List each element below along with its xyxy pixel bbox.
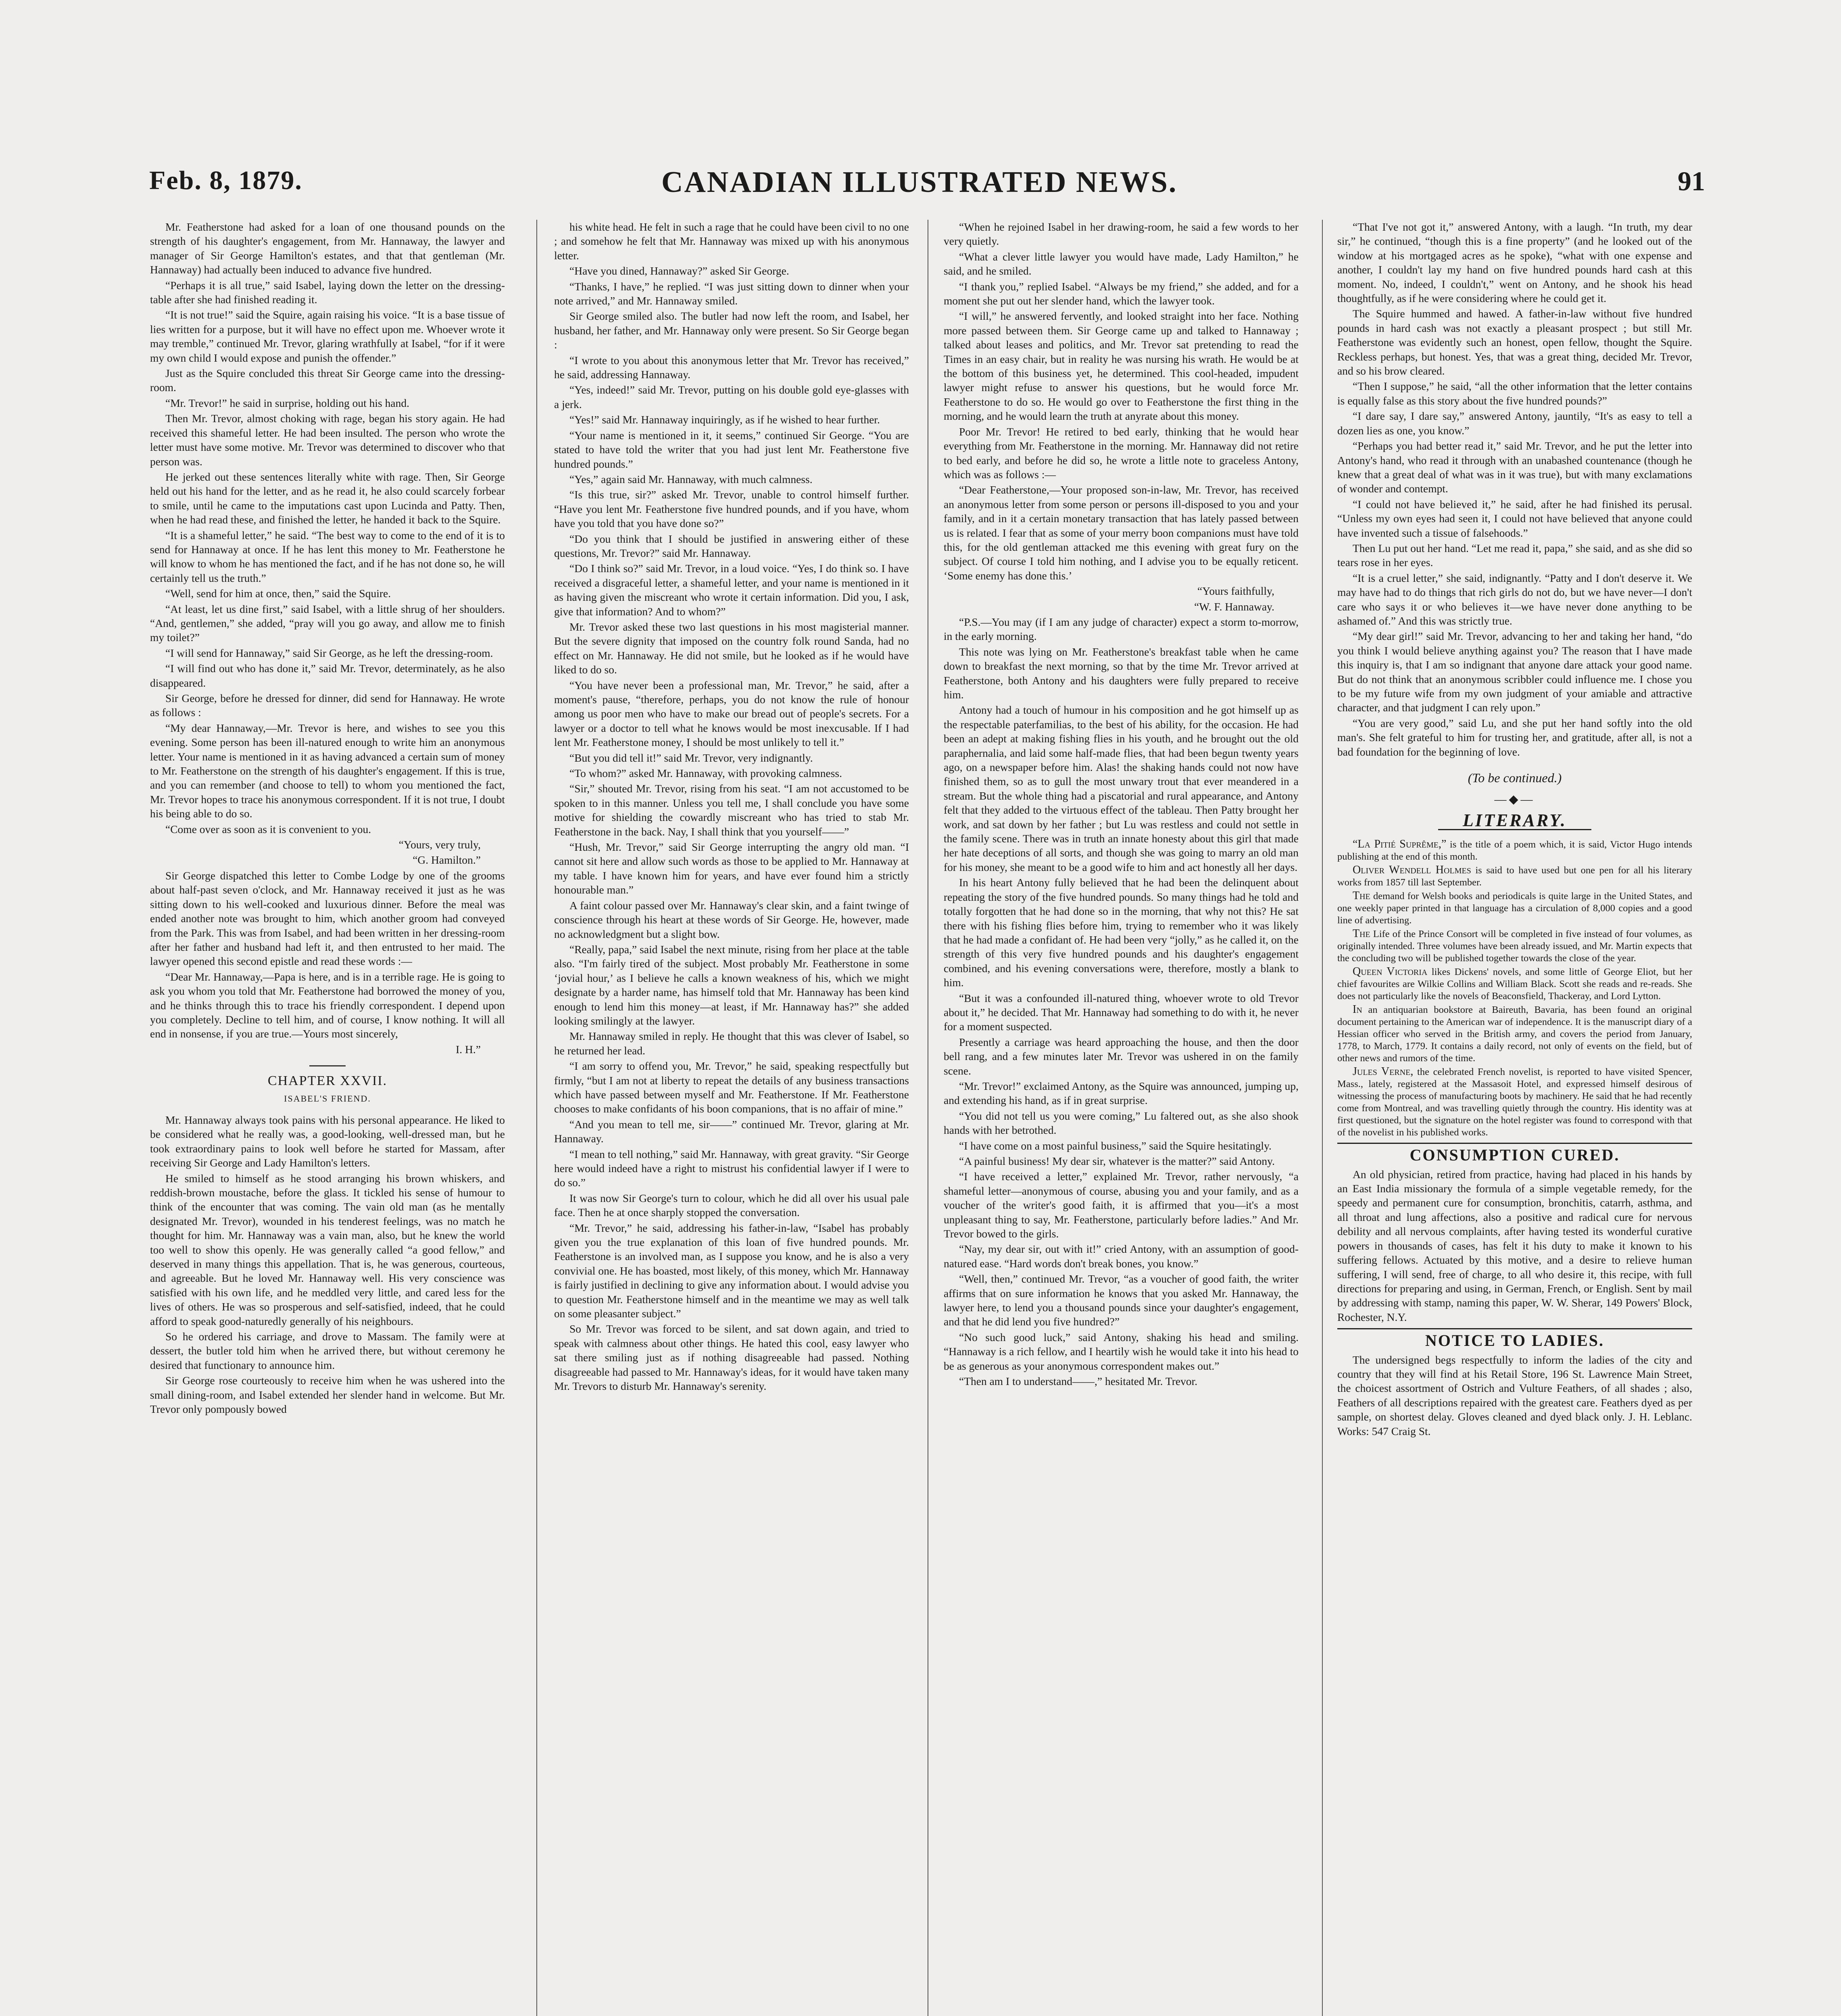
story-paragraph: So Mr. Trevor was forced to be silent, and sat down again, and tried to speak with calmness about other things. He hated this cool, easy lawyer who sat there smiling just as if nothing disagreeable had passed. Nothing disagreeable had passed to Mr. Hannaway's ideas, for it would have taken many Mr. Trevors to disturb Mr. Hannaway's serenity. <box>554 1322 909 1393</box>
story-paragraph: “Come over as soon as it is convenient to you. <box>165 823 371 835</box>
story-paragraph: “No such good luck,” said Antony, shaking his head and smiling. “Hannaway is a rich fellow, and I heartily wish he would take it into his head to be as generous as your anonymous correspondent makes out.” <box>944 1331 1299 1372</box>
literary-note-lead: The <box>1353 889 1370 902</box>
column-3 <box>944 220 1299 2016</box>
story-paragraph: “P.S.—You may (if I am any judge of character) expect a storm to-morrow, in the early morning. <box>944 615 1299 643</box>
story-paragraph: He smiled to himself as he stood arranging his brown whiskers, and reddish-brown moustache, before the glass. It tickled his sense of humour to think of the encounter that was coming. The vain old man (as he mentally designated Mr. Trevor), wounded in his tenderest feelings, was no match he thought for him. Mr. Hannaway was a vain man, also, but he knew the world too well to show this openly. He was generally called “a good fellow,” and deserved in many things this appellation. That is, he was generous, courteous, and agreeable. But he loved Mr. Hannaway well. His very conscience was satisfied with his own life, and he meddled very little, and cared less for the lives of others. He was so prosperous and self-satisfied, indeed, that he could afford to speak good-naturedly generally of his neighbours. <box>150 1172 505 1327</box>
story-paragraph: Sir George dispatched this letter to Combe Lodge by one of the grooms about half-past seven o'clock, and Mr. Hannaway received it just as he was sitting down to his well-cooked and luxurious dinner. Before the meal was ended another note was brought to him, which another groom had conveyed from the Park. This was from Isabel, and had been written in her dressing-room after her father and husband had left it, and then entrusted to her maid. The lawyer opened this second epistle and read these words :— <box>150 869 505 968</box>
to-be-continued: (To be continued.) <box>1468 771 1562 785</box>
story-paragraph: “I have come on a most painful business,” said the Squire hesitatingly. <box>959 1139 1272 1152</box>
literary-note <box>1337 1066 1692 1139</box>
story-paragraph: “A painful business! My dear sir, whatever is the matter?” said Antony. <box>959 1155 1275 1167</box>
story-paragraph: “I will,” he answered fervently, and looked straight into her face. Nothing more passed between them. Sir George came up and talked to Hannaway ; talked about leases and politics, and Mr. Trevor sat pretending to read the Times in an easy chair, but in reality he was nursing his wrath. He would be at the bottom of this business yet, he determined. This cool-headed, impudent lawyer might refuse to answer his questions, but he would force Mr. Featherstone to do so. He would go over to Featherstone the first thing in the morning, and he would learn the truth at anyrate about this money. <box>944 310 1299 423</box>
literary-note <box>1337 966 1692 1002</box>
story-paragraph: “I will find out who has done it,” said Mr. Trevor, determinately, as he also disappeared. <box>150 662 505 689</box>
notice-advert: The undersigned begs respectfully to inform the ladies of the city and country that they will find at his Retail Store, 196 St. Lawrence Main Street, the choicest assortment of Ostrich and Vulture Feathers, of all shades ; also, Feathers of all descriptions repaired with the greatest care. Feathers dyed as per sample, on shortest delay. Gloves cleaned and dyed black only. J. H. Leblanc. Works: 547 Craig St. <box>1337 1353 1692 1437</box>
chapter-heading: CHAPTER XXVII. <box>267 1073 388 1089</box>
story-paragraphs <box>150 1113 505 1416</box>
literary-note-lead: The <box>1353 927 1370 940</box>
story-paragraph: “I have received a letter,” explained Mr. Trevor, rather nervously, “a shameful letter—anonymous of course, abusing you and your family, and as a voucher of the writer's good faith, it is affirmed that you—it's a most unpleasant thing to say, Mr. Featherstone, particularly before ladies.” And Mr. Trevor bowed to the girls. <box>944 1170 1299 1240</box>
story-paragraph: “Well, then,” continued Mr. Trevor, “as a voucher of good faith, the writer affirms that on sure information he knows that you asked Mr. Hannaway, the lawyer here, to lend you a thousand pounds since your daughter's engagement, and that he did lend you five hundred?” <box>944 1272 1299 1328</box>
story-paragraph: “Well, send for him at once, then,” said the Squire. <box>165 587 391 600</box>
story-paragraph: “Your name is mentioned in it, it seems,” continued Sir George. “You are stated to have told the writer that you had just lent Mr. Featherstone five hundred pounds.” <box>554 429 909 470</box>
literary-note-text: an antiquarian bookstore at Baireuth, Bavaria, has been found an original document pertaining to the American war of independence. It is the manuscript diary of a Hessian officer who served in the British army, and covers the period from January, 1778, to March, 1779. It contains a daily record, not only of events on the field, but of other news and rumors of the time. <box>1337 1004 1692 1064</box>
column-divider <box>1322 220 1323 2016</box>
story-paragraphs <box>944 615 1299 1389</box>
literary-note-text: is said to have used but one pen for all his literary works from 1857 till last September. <box>1337 865 1692 888</box>
story-paragraph: “And you mean to tell me, sir——” continued Mr. Trevor, glaring at Mr. Hannaway. <box>554 1118 909 1145</box>
consumption-advert: An old physician, retired from practice, having had placed in his hands by an East India missionary the formula of a simple vegetable remedy, for the speedy and permanent cure for consumption, bronchitis, catarrh, asthma, and all throat and lung affections, also a positive and radical cure for nervous debility and all nervous complaints, after having tested its wonderful curative powers in thousands of cases, has felt it his duty to make it known to his suffering fellows. Actuated by this motive, and a desire to relieve human suffering, I will send, free of charge, to all who desire it, this recipe, with full directions for preparing and using, in German, French, or English. Sent by mail by addressing with stamp, naming this paper, W. W. Sherar, 149 Powers' Block, Rochester, N.Y. <box>1337 1168 1692 1323</box>
column-divider <box>536 220 537 2016</box>
story-paragraph: “Mr. Trevor!” exclaimed Antony, as the Squire was announced, jumping up, and extending his hand, as if in great surprise. <box>944 1079 1299 1107</box>
literary-note-lead: In <box>1353 1003 1362 1016</box>
letter-signature: I. H.” <box>456 1043 481 1056</box>
story-paragraph: “That I've not got it,” answered Antony, with a laugh. “In truth, my dear sir,” he continued, “though this is a fine property” (and he looked out of the window at his mortgaged acres as he spoke), “what with one expense and another, I couldn't lay my hand on five hundred pounds hard cash at this moment. No, indeed, I couldn't,” went on Antony, and he shook his head thoughtfully, as if he were considering where he could get it. <box>1337 221 1692 305</box>
story-paragraphs <box>150 868 505 1041</box>
story-paragraph: A faint colour passed over Mr. Hannaway's clear skin, and a faint twinge of conscience through his heart at these words of Sir George. He, however, made no acknowledgment but a slight bow. <box>554 899 909 940</box>
story-paragraph: “I am sorry to offend you, Mr. Trevor,” he said, speaking respectfully but firmly, “but I am not at liberty to repeat the details of any business transactions which have passed between myself and Mr. Featherstone. If Mr. Featherstone chooses to make confidants of his boon companions, that is no affair of mine.” <box>554 1060 909 1115</box>
notice-heading: NOTICE TO LADIES. <box>1337 1328 1692 1347</box>
literary-note-text: likes Dickens' novels, and some little of George Eliot, but her chief favourites are Wilkie Collins and William Black. Scott she reads and re-reads. She does not particularly like the novels of Beaconsfield, Thackeray, and Lord Lytton. <box>1337 966 1692 1002</box>
issue-date: Feb. 8, 1879. <box>149 166 302 195</box>
story-paragraph: “Dear Mr. Hannaway,—Papa is here, and is in a terrible rage. He is going to ask you whom you told that Mr. Featherstone had borrowed the money of you, and he thinks through this to trace his friendly correspondent. I depend upon you completely. Decline to tell him, and of course, I know nothing. It will all end in nonsense, if you are true.—Yours most sincerely, <box>150 970 505 1040</box>
consumption-heading: CONSUMPTION CURED. <box>1337 1143 1692 1162</box>
column-1 <box>150 220 505 2016</box>
letter-closing: “Yours faithfully, <box>1197 585 1274 598</box>
story-paragraph: “I wrote to you about this anonymous letter that Mr. Trevor has received,” he said, addressing Hannaway. <box>554 354 909 381</box>
letter-signature: “W. F. Hannaway. <box>1194 600 1274 613</box>
story-paragraph: “Do I think so?” said Mr. Trevor, in a loud voice. “Yes, I do think so. I have received a disgraceful letter, a shameful letter, and your name is mentioned in it as having given the miscreant who wrote it certain information. Did you, I ask, give that information? And to whom?” <box>554 562 909 618</box>
story-paragraphs <box>150 220 505 836</box>
story-paragraph: “Perhaps you had better read it,” said Mr. Trevor, and he put the letter into Antony's hand, who read it through with an unabashed countenance (though he knew that a great deal of what was in it was true), but with many exclamations of wonder and contempt. <box>1337 439 1692 495</box>
story-paragraph: “Do you think that I should be justified in answering either of these questions, Mr. Trevor?” said Mr. Hannaway. <box>554 532 909 559</box>
story-paragraph: “Really, papa,” said Isabel the next minute, rising from her place at the table also. “I'm fairly tired of the subject. Most probably Mr. Featherstone in some ‘jovial hour,’ as I believe he calls a known weakness of his, which we might designate by a harder name, has himself told that Mr. Hannaway has been kind enough to lend him this money—at least, if Mr. Hannaway has?” she added looking smilingly at the lawyer. <box>554 943 909 1027</box>
story-paragraph: “Yes,” again said Mr. Hannaway, with much calmness. <box>569 473 813 485</box>
story-paragraph: Mr. Trevor asked these two last questions in his most magisterial manner. But the severe dignity that imposed on the country folk round Sanda, had no effect on Mr. Hannaway. He did not smile, but he looked as if he would have liked to do so. <box>554 620 909 676</box>
story-paragraph: “It is a shameful letter,” he said. “The best way to come to the end of it is to send for Hannaway at once. If he has lent this money to Mr. Featherstone he will know to whom he has mentioned the fact, and if he has not done so, he will certainly tell us the truth.” <box>150 529 505 584</box>
page-header <box>0 165 1841 210</box>
story-paragraph: “Mr. Trevor,” he said, addressing his father-in-law, “Isabel has probably given you the true explanation of this loan of five hundred pounds. Mr. Featherstone is an involved man, as I suppose you know, and he is also a very convivial one. He has boasted, most likely, of this money, which Mr. Hannaway is fairly justified in declining to give any information about. I would advise you to question Mr. Featherstone himself and in the meantime we may as well talk on some pleasanter subject.” <box>554 1221 909 1320</box>
story-paragraph: “What a clever little lawyer you would have made, Lady Hamilton,” he said, and he smiled. <box>944 250 1299 277</box>
literary-notes <box>1337 838 1692 1139</box>
story-paragraph: It was now Sir George's turn to colour, which he did all over his usual pale face. Then he at once sharply stopped the conversation. <box>554 1191 909 1219</box>
story-paragraph: Sir George, before he dressed for dinner, did send for Hannaway. He wrote as follows : <box>150 692 505 719</box>
story-paragraph: He jerked out these sentences literally white with rage. Then, Sir George held out his hand for the letter, and as he read it, he also could scarcely forbear to smile, until he came to the imputations cast upon Lucinda and Patty. Then, when he had read these, and finished the letter, he handed it back to the Squire. <box>150 470 505 526</box>
story-paragraph: Mr. Hannaway smiled in reply. He thought that this was clever of Isabel, so he returned her lead. <box>554 1030 909 1057</box>
story-paragraph: “You did not tell us you were coming,” Lu faltered out, as she also shook hands with her betrothed. <box>944 1109 1299 1137</box>
story-paragraph: “You are very good,” said Lu, and she put her hand softly into the old man's. She felt grateful to him for trusting her, and gratitude, after all, is not a bad foundation for the beginning of love. <box>1337 716 1692 758</box>
story-paragraph: “Yes!” said Mr. Hannaway inquiringly, as if he wished to hear further. <box>569 413 880 426</box>
story-paragraph: his white head. He felt in such a rage that he could have been civil to no one ; and somehow he felt that Mr. Hannaway was mixed up with his anonymous letter. <box>554 221 909 262</box>
story-paragraph: “It is a cruel letter,” she said, indignantly. “Patty and I don't deserve it. We may have had to do things that rich girls do not do, but we have never—I don't care who says it or who believes it—we have never done anything to be ashamed of.” And this was strictly true. <box>1337 571 1692 627</box>
story-paragraph: “Then I suppose,” he said, “all the other information that the letter contains is equally false as this story about the five hundred pounds?” <box>1337 380 1692 407</box>
story-paragraph: “When he rejoined Isabel in her drawing-room, he said a few words to her very quietly. <box>944 221 1299 248</box>
story-paragraph: In his heart Antony fully believed that he had been the delinquent about repeating the story of the five hundred pounds. So many things had he told and totally forgotten that he had done so in the morning, that why not this? He sat there with his fishing flies before him, trying to remember who it was likely that he had made a confidant of. He had been very “jolly,” as he called it, on the strength of this very five hundred pounds and his daughter's engagement combined, and his evening conversations were, therefore, mostly a blank to him. <box>944 876 1299 989</box>
story-paragraph: Mr. Featherstone had asked for a loan of one thousand pounds on the strength of his daughter's engagement, from Mr. Hannaway, the lawyer and manager of Sir George Hamilton's estates, and that that gentleman (Mr. Hannaway) had actually been induced to advance five hundred. <box>150 221 505 276</box>
story-paragraph: Poor Mr. Trevor! He retired to bed early, thinking that he would hear everything from Mr. Featherstone in the morning. Mr. Hannaway did not retire to bed early, and before he did so, he wrote a little note to graceless Antony, which was as follows :— <box>944 425 1299 481</box>
story-paragraph: “Nay, my dear sir, out with it!” cried Antony, with an assumption of good-natured ease. “Hard words don't break bones, you know.” <box>944 1243 1299 1270</box>
literary-note-lead: “La Pitié Suprême,” <box>1353 838 1447 851</box>
story-paragraph: “But it was a confounded ill-natured thing, whoever wrote to old Trevor about it,” he decided. That Mr. Hannaway had something to do with it, he never for a moment suspected. <box>944 991 1299 1033</box>
story-paragraph: “At least, let us dine first,” said Isabel, with a little shrug of her shoulders. “And, gentlemen,” she added, “pray will you go away, and allow me to finish my toilet?” <box>150 602 505 644</box>
story-paragraph: “Thanks, I have,” he replied. “I was just sitting down to dinner when your note arrived,” and Mr. Hannaway smiled. <box>554 280 909 307</box>
letter-closing: “Yours, very truly, <box>398 838 481 851</box>
story-paragraphs <box>1337 220 1692 759</box>
story-paragraph: So he ordered his carriage, and drove to Massam. The family were at dessert, the butler told him when he arrived there, but without ceremony he desired that functionary to announce him. <box>150 1330 505 1371</box>
literary-note <box>1337 1004 1692 1064</box>
story-paragraph: “Yes, indeed!” said Mr. Trevor, putting on his double gold eye-glasses with a jerk. <box>554 383 909 410</box>
story-paragraph: “It is not true!” said the Squire, again raising his voice. “It is a base tissue of lies written for a purpose, but it will have no effect upon me. Whoever wrote it may tremble,” continued Mr. Trevor, glaring wrathfully at Isabel, “for if it were my own child I would expose and punish the offender.” <box>150 308 505 364</box>
story-paragraph: Then Lu put out her hand. “Let me read it, papa,” she said, and as she did so tears rose in her eyes. <box>1337 541 1692 569</box>
page-number: 91 <box>1678 166 1705 196</box>
story-paragraph: “Perhaps it is all true,” said Isabel, laying down the letter on the dressing-table after she had finished reading it. <box>150 279 505 306</box>
literary-note-text: the celebrated French novelist, is reported to have visited Spencer, Mass., lately, registered at the Massasoit Hotel, and expressed himself desirous of witnessing the process of manufacturing boots by machinery. He said that he had recently come from Montreal, and was travelling quietly through the country. His identity was at first questioned, but the signature on the hotel register was found to correspond with that of the novelist in his published works. <box>1337 1066 1692 1138</box>
literary-note <box>1337 864 1692 889</box>
story-paragraph: “But you did tell it!” said Mr. Trevor, very indignantly. <box>569 751 813 764</box>
story-paragraph: “Dear Featherstone,—Your proposed son-in-law, Mr. Trevor, has received an anonymous letter from some person or persons ill-disposed to you and your family, and in it a certain monetary transaction that has lately passed between us is related. I fear that as some of your merry boon companions must have told this, for the old gentleman attacked me this evening with great fury on the subject. Of course I told him nothing, and I advise you to be equally reticent. ‘Some enemy has done this.’ <box>944 483 1299 582</box>
literary-note-lead: Jules Verne, <box>1353 1065 1414 1078</box>
story-paragraph: Antony had a touch of humour in his composition and he got himself up as the respectable paterfamilias, to the best of his ability, for the occasion. He had been an adept at making fishing flies in his youth, and he brought out the old paraphernalia, and laid some half-made flies, that had been begun twenty years ago, on a newspaper before him. Alas! the shaking hands could not now have finished them, so as to gull the most unwary trout that ever meandered in a stream. But the whole thing had a piscatorial and rural appearance, and Antony felt that they added to the virtuous effect of the tableau. Then Patty brought her work, and sat down by her father ; but Lu was restless and could not settle in the family scene. There was in truth an innate honesty about this girl that made her hate deceptions of all sorts, and though she was going to marry an old man for his money, she meant to be a good wife to him and act honestly all her days. <box>944 704 1299 873</box>
story-paragraph: Sir George smiled also. The butler had now left the room, and Isabel, her husband, her father, and Mr. Hannaway only were present. So Sir George began : <box>554 310 909 351</box>
story-paragraph: This note was lying on Mr. Featherstone's breakfast table when he came down to breakfast the next morning, so that by the time Mr. Trevor arrived at Featherstone, both Antony and his daughters were fully prepared to receive him. <box>944 645 1299 701</box>
literary-note <box>1337 928 1692 964</box>
story-paragraphs <box>944 220 1299 583</box>
letter-signature: “G. Hamilton.” <box>413 854 481 866</box>
story-paragraph: “Have you dined, Hannaway?” asked Sir George. <box>569 264 789 277</box>
masthead-title: CANADIAN ILLUSTRATED NEWS. <box>661 166 1178 199</box>
chapter-subtitle: ISABEL'S FRIEND. <box>284 1093 371 1104</box>
literary-note-text: Life of the Prince Consort will be completed in five instead of four volumes, as originally intended. Three volumes have been already issued, and Mr. Martin expects that the concluding two will be published together towards the close of the year. <box>1337 929 1692 964</box>
story-paragraph: “My dear girl!” said Mr. Trevor, advancing to her and taking her hand, “do you think I would believe anything against you? The reason that I have made this inquiry is, that I am so indignant that anyone dare attack your good name. But do not think that an anonymous scribbler could influence me. I chose you to be my future wife from my own judgment of your amiable and attractive character, and that judgment I can rely upon.” <box>1337 630 1692 714</box>
story-paragraph: “Mr. Trevor!” he said in surprise, holding out his hand. <box>165 396 409 409</box>
literary-note <box>1337 838 1692 863</box>
story-paragraph: The Squire hummed and hawed. A father-in-law without five hundred pounds in hard cash was not exactly a pleasant prospect ; but still Mr. Featherstone was evidently such an honest, open fellow, thought the Squire. Reckless perhaps, but honest. Yes, that was a great thing, decided Mr. Trevor, and so his brow cleared. <box>1337 307 1692 377</box>
story-paragraph: “My dear Hannaway,—Mr. Trevor is here, and wishes to see you this evening. Some person has been ill-natured enough to write him an anonymous letter. Your name is mentioned in it as having advanced a certain sum of money to Mr. Featherstone on the strength of his daughter's engagement. If this is true, and you can remember (and choose to tell) to whom you mentioned the fact, Mr. Trevor hopes to trace his anonymous correspondent. If it is not true, I doubt his being able to do so. <box>150 721 505 820</box>
section-rule <box>309 1065 346 1066</box>
literary-note-lead: Queen Victoria <box>1353 965 1428 978</box>
story-paragraph: “Hush, Mr. Trevor,” said Sir George interrupting the angry old man. “I cannot sit here and allow such words as those to be applied to Mr. Hannaway at my table. I have known him for years, and have ever found him a strictly honourable man.” <box>554 841 909 896</box>
column-4 <box>1337 220 1692 2016</box>
story-paragraph: Just as the Squire concluded this threat Sir George came into the dressing-room. <box>150 367 505 394</box>
story-paragraph: “Is this true, sir?” asked Mr. Trevor, unable to control himself further. “Have you lent Mr. Featherstone five hundred pounds, and if you have, whom have you told that you have done so?” <box>554 488 909 530</box>
story-paragraph: “Then am I to understand——,” hesitated Mr. Trevor. <box>959 1375 1198 1388</box>
story-paragraph: “I will send for Hannaway,” said Sir George, as he left the dressing-room. <box>165 646 493 659</box>
story-paragraph: “I thank you,” replied Isabel. “Always be my friend,” she added, and for a moment she put out her slender hand, which the lawyer took. <box>944 280 1299 307</box>
story-paragraph: “I could not have believed it,” he said, after he had finished its perusal. “Unless my own eyes had seen it, I could not have believed that anyone could have invented such a tissue of falsehoods.” <box>1337 498 1692 539</box>
story-paragraph: “To whom?” asked Mr. Hannaway, with provoking calmness. <box>569 767 842 780</box>
column-2 <box>554 220 909 2016</box>
story-paragraph: “You have never been a professional man, Mr. Trevor,” he said, after a moment's pause, “therefore, perhaps, you do not know the rule of honour among us poor men who have to make our bread out of people's secrets. For a lawyer or a doctor to tell what he knows would be most inexcusable. If I had lent Mr. Featherstone money, I should be most unlikely to tell it.” <box>554 679 909 749</box>
literary-note-text: is the title of a poem which, it is said, Victor Hugo intends publishing at the end of this month. <box>1337 839 1692 862</box>
story-paragraph: “I mean to tell nothing,” said Mr. Hannaway, with great gravity. “Sir George here would indeed have a right to mistrust his confidential lawyer if I were to do so.” <box>554 1148 909 1189</box>
story-paragraph: Mr. Hannaway always took pains with his personal appearance. He liked to be considered what he really was, a good-looking, well-dressed man, but he took extraordinary pains to look well before he started for Massam, after receiving Sir George and Lady Hamilton's letters. <box>150 1113 505 1169</box>
story-paragraph: Sir George rose courteously to receive him when he was ushered into the small dining-room, and Isabel extended her slender hand in welcome. But Mr. Trevor only pompously bowed <box>150 1374 505 1416</box>
story-paragraph: “I dare say, I dare say,” answered Antony, jauntily, “It's as easy to tell a dozen lies as one, you know.” <box>1337 410 1692 437</box>
literary-note-text: demand for Welsh books and periodicals is quite large in the United States, and one weekly paper printed in that language has a circulation of 8,000 copies and a good line of advertising. <box>1337 891 1692 926</box>
literary-note <box>1337 890 1692 927</box>
story-paragraph: “Sir,” shouted Mr. Trevor, rising from his seat. “I am not accustomed to be spoken to in this manner. Unless you tell me, I shall conclude you have some motive for shielding the cowardly miscreant who has tried to stab Mr. Featherstone in the back. Nay, I shall think that you yourself——” <box>554 782 909 838</box>
story-paragraph: Then Mr. Trevor, almost choking with rage, began his story again. He had received this shameful letter. He had been insulted. The person who wrote the letter must have some motive. Mr. Trevor was determined to discover who that person was. <box>150 412 505 468</box>
story-paragraph: Presently a carriage was heard approaching the house, and then the door bell rang, and a few minutes later Mr. Trevor was ushered in on the family scene. <box>944 1035 1299 1077</box>
ornament-divider: —◆— <box>1494 793 1535 806</box>
literary-heading: LITERARY. <box>1462 810 1567 830</box>
literary-note-lead: Oliver Wendell Holmes <box>1353 864 1471 877</box>
story-paragraphs <box>554 220 909 1393</box>
